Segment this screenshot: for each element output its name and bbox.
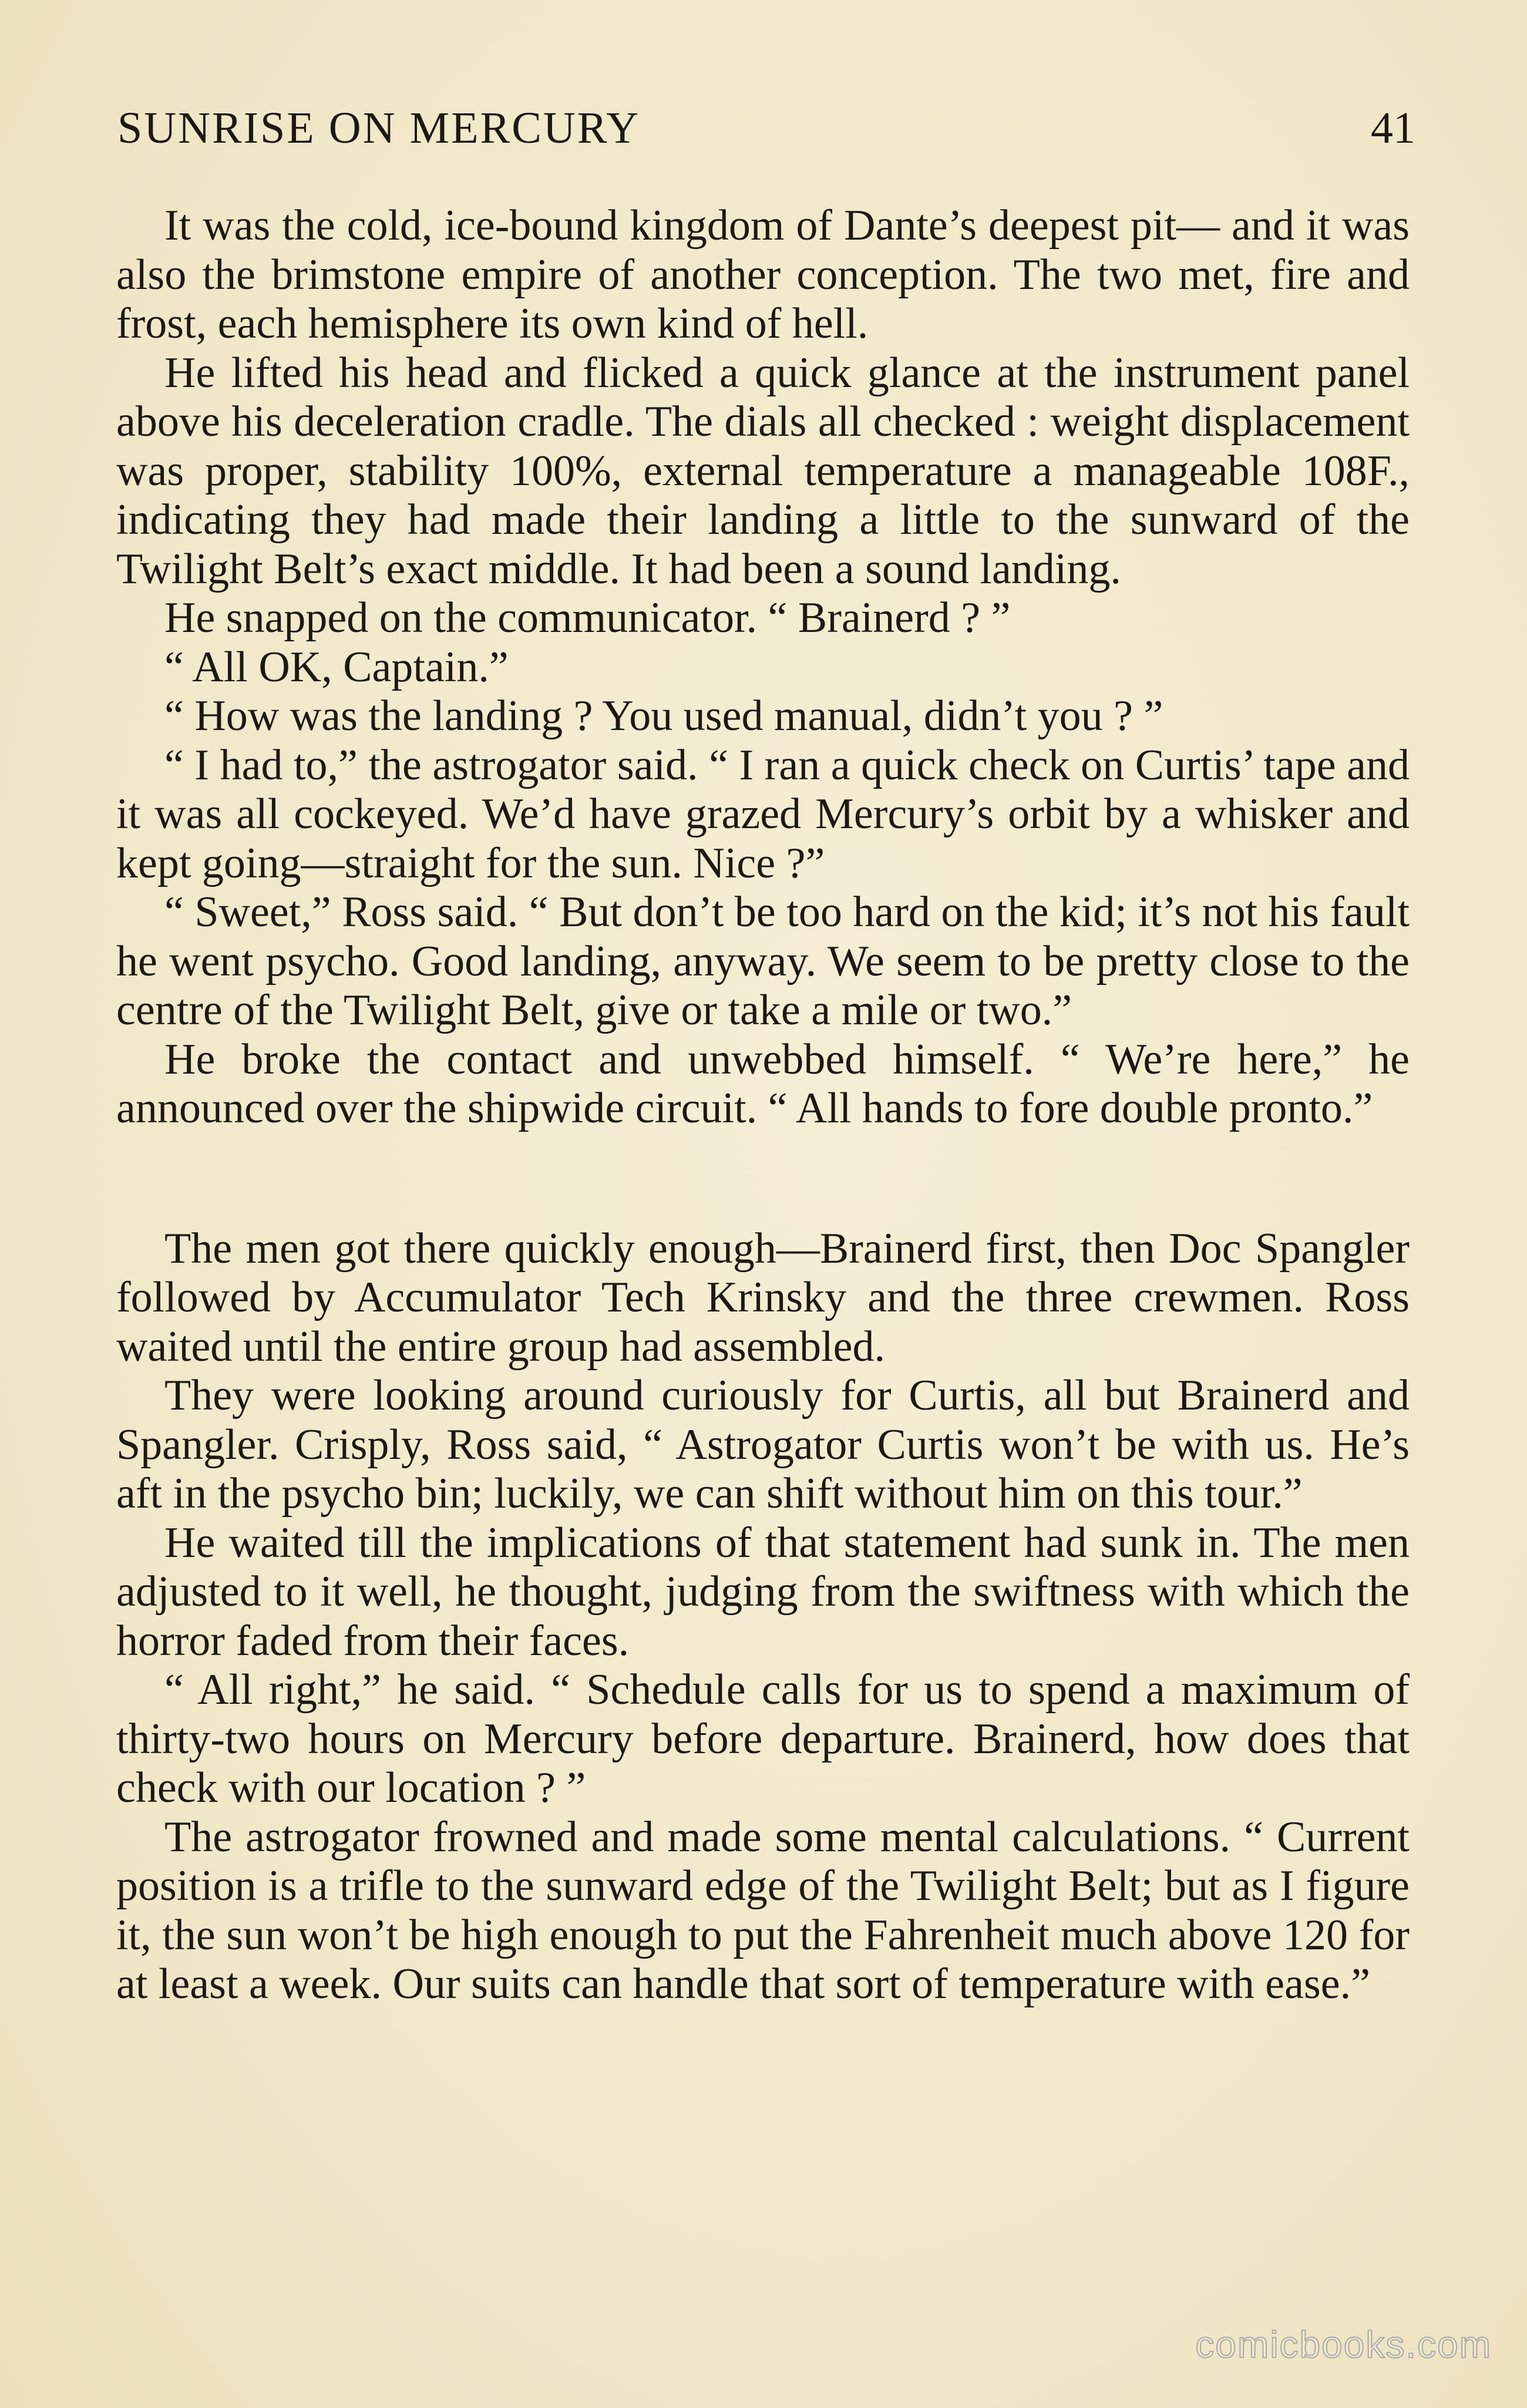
paragraph: He lifted his head and flicked a quick glance at the instrument panel above his deceleration cradle. The dials all checked : weight displacement was proper, stability 100%, external temperature a manageable 108F., indicating they had made their landing a little to the sunward of the Twilight Belt’s exact middle. It had been a sound landing. [116,348,1410,593]
section-break [116,1134,1410,1225]
running-title: SUNRISE ON MERCURY [117,103,641,153]
paragraph: They were looking around curiously for Curtis, all but Brainerd and Spangler. Crisply, Ross said, “ Astrogator Curtis won’t be with us. He’s aft in the psycho bin; luckily, we can shift without him on this tour.” [116,1371,1410,1518]
page-number: 41 [1371,103,1415,153]
paragraph: The men got there quickly enough—Brainerd first, then Doc Spangler followed by Accumulator Tech Krinsky and the three crewmen. Ross waited until the entire group had assembled. [116,1224,1410,1371]
paragraph: “ All right,” he said. “ Schedule calls for us to spend a maximum of thirty-two hours on Mercury before departure. Brainerd, how does that check with our location ? ” [116,1666,1410,1812]
body-text [116,201,1410,2009]
paragraph: He waited till the implications of that statement had sunk in. The men adjusted to it well, he thought, judging from the swiftness with which the horror faded from their faces. [116,1518,1410,1665]
paragraph: “ How was the landing ? You used manual, didn’t you ? ” [164,692,1163,740]
running-head [117,99,1415,157]
paragraph: “ All OK, Captain.” [164,643,509,691]
paragraph: “ I had to,” the astrogator said. “ I ran a quick check on Curtis’ tape and it was all cockeyed. We’d have grazed Mercury’s orbit by a whisker and kept going—straight for the sun. Nice ?” [116,741,1410,887]
paragraph: “ Sweet,” Ross said. “ But don’t be too hard on the kid; it’s not his fault he went psycho. Good landing, anyway. We seem to be pretty close to the centre of the Twilight Belt, give or take a mile or two.” [116,888,1410,1034]
paragraph: He snapped on the communicator. “ Brainerd ? ” [164,594,1011,642]
paragraph: The astrogator frowned and made some mental calculations. “ Current position is a trifle to the sunward edge of the Twilight Belt; but as I figure it, the sun won’t be high enough to put the Fahrenheit much above 120 for at least a week. Our suits can handle that sort of temperature with ease.” [116,1812,1410,2008]
paragraph: It was the cold, ice-bound kingdom of Dante’s deepest pit— and it was also the brimstone empire of another conception. The two met, fire and frost, each hemisphere its own kind of hell. [116,201,1410,348]
watermark: comicbooks.com [1195,2323,1492,2366]
paragraph: He broke the contact and unwebbed himself. “ We’re here,” he announced over the shipwide circuit. “ All hands to fore double pronto.” [116,1035,1410,1132]
